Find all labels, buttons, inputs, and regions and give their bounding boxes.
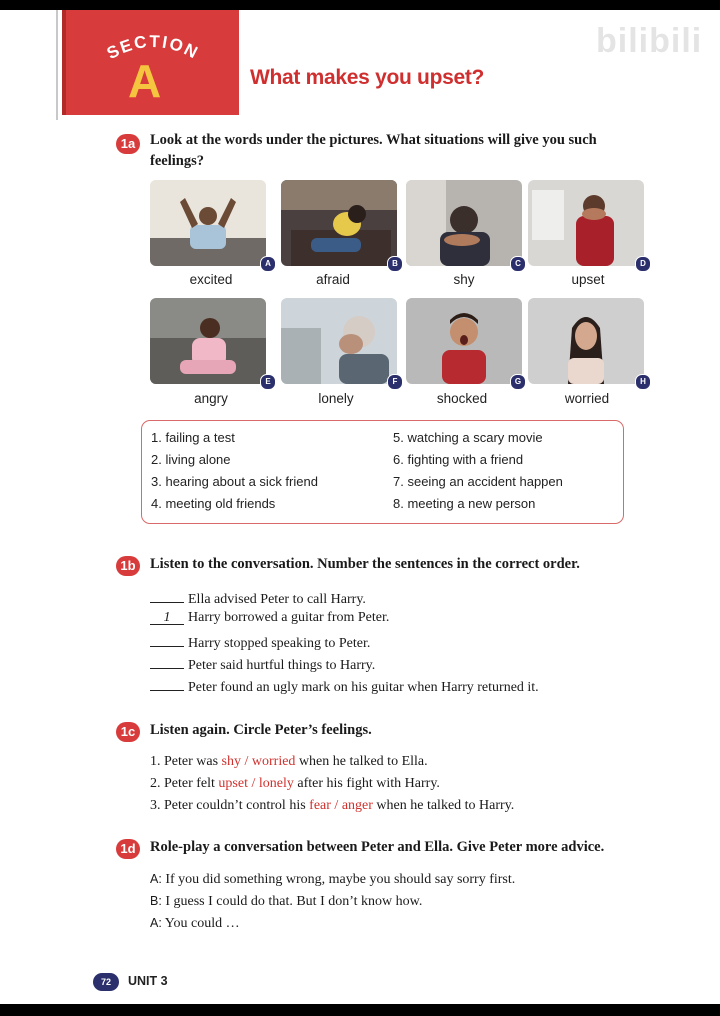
item-text: when he talked to Ella. [295,754,428,769]
textbook-page [0,10,720,1004]
unit-label: UNIT 3 [128,974,168,988]
photo-b [281,180,397,266]
feeling-choice[interactable]: shy / worried [221,754,296,769]
photo-letter-c: C [510,256,526,272]
situation-text: fighting with a friend [407,452,524,467]
caption-h: worried [564,391,610,406]
sentence-text: Ella advised Peter to call Harry. [188,592,366,607]
situation-num: 7. [393,474,404,489]
watermark-logo: bilibili [596,22,703,60]
photo-g [406,298,522,384]
speaker-label: B: [150,894,162,908]
afraid-woman-photo-icon [281,180,397,266]
situation-text: hearing about a sick friend [165,474,318,489]
page-number: 72 [93,973,119,991]
angry-girl-photo-icon [150,298,266,384]
exercise-badge-1a: 1a [116,134,140,154]
photo-letter-a: A [260,256,276,272]
instruction-1d: Role-play a conversation between Peter and Ella. Give Peter more advice. [150,839,605,855]
caption-c: shy [453,272,475,287]
situation-text: seeing an accident happen [407,474,563,489]
photo-letter-h: H [635,374,651,390]
answer-blank[interactable] [150,588,184,603]
situation-3 [151,474,318,489]
answer-blank[interactable] [150,654,184,669]
dialogue-text: I guess I could do that. But I don’t know how. [165,894,423,909]
caption-a: excited [189,272,233,287]
situation-text: meeting a new person [407,496,536,511]
situation-num: 2. [151,452,162,467]
situation-text: watching a scary movie [407,430,543,445]
sentence-text: Harry stopped speaking to Peter. [188,636,371,651]
caption-e: angry [194,391,228,406]
instruction-1a: Look at the words under the pictures. What situations will give you such feelings? [150,132,597,169]
answer-blank[interactable] [150,676,184,691]
margin-rule [56,10,58,120]
photo-f [281,298,397,384]
feeling-item-1 [150,754,428,770]
section-letter: A [128,55,162,107]
exercise-badge-1c: 1c [116,722,140,742]
answer-blank[interactable]: 1 [150,610,184,625]
speaker-label: A: [150,872,162,886]
photo-e [150,298,266,384]
dialogue-text: You could … [164,916,240,931]
situation-text: meeting old friends [165,496,276,511]
photo-letter-f: F [387,374,403,390]
order-sentence-2 [150,610,389,626]
order-sentence-3 [150,632,370,652]
feeling-item-3 [150,798,514,814]
situation-4 [151,496,275,511]
situation-7 [393,474,563,489]
caption-d: upset [571,272,605,287]
feeling-item-2 [150,776,440,792]
caption-f: lonely [318,391,354,406]
photo-a [150,180,266,266]
situation-num: 5. [393,430,404,445]
item-num: 2. [150,776,161,791]
photo-h [528,298,644,384]
item-num: 1. [150,754,161,769]
exercise-badge-1b: 1b [116,556,140,576]
situation-1 [151,430,235,445]
lonely-old-man-photo-icon [281,298,397,384]
exercise-badge-1d: 1d [116,839,140,859]
sentence-text: Harry borrowed a guitar from Peter. [188,610,390,625]
instruction-1b: Listen to the conversation. Number the sentences in the correct order. [150,556,580,572]
answer-blank[interactable] [150,632,184,647]
dialogue-text: If you did something wrong, maybe you should say sorry first. [165,872,516,887]
situation-num: 1. [151,430,162,445]
photo-letter-b: B [387,256,403,272]
section-word: SECTION [103,32,203,64]
item-text: when he talked to Harry. [372,798,515,813]
sentence-text: Peter found an ugly mark on his guitar when Harry returned it. [188,680,539,695]
dialogue-line-2 [150,894,422,910]
item-num: 3. [150,798,161,813]
situation-num: 4. [151,496,162,511]
instruction-1c: Listen again. Circle Peter’s feelings. [150,722,372,738]
item-text: Peter felt [164,776,219,791]
page-title: What makes you upset? [250,66,485,89]
speaker-label: A: [150,916,162,930]
situation-num: 6. [393,452,404,467]
upset-man-photo-icon [528,180,644,266]
photo-letter-d: D [635,256,651,272]
feeling-choice[interactable]: upset / lonely [218,776,294,791]
photo-letter-e: E [260,374,276,390]
photo-letter-g: G [510,374,526,390]
photo-d [528,180,644,266]
situation-8 [393,496,535,511]
feeling-choice[interactable]: fear / anger [309,798,373,813]
situation-text: failing a test [165,430,235,445]
caption-b: afraid [316,272,350,287]
shy-boy-photo-icon [406,180,522,266]
sentence-text: Peter said hurtful things to Harry. [188,658,376,673]
situation-6 [393,452,523,467]
item-text: Peter was [164,754,222,769]
item-text: Peter couldn’t control his [164,798,310,813]
order-sentence-1 [150,588,366,608]
caption-g: shocked [436,391,488,406]
situation-text: living alone [165,452,231,467]
worried-woman-photo-icon [528,298,644,384]
dialogue-line-3 [150,916,240,932]
shocked-man-photo-icon [406,298,522,384]
situation-num: 8. [393,496,404,511]
photo-c [406,180,522,266]
item-text: after his fight with Harry. [293,776,440,791]
order-sentence-4 [150,654,375,674]
situation-5 [393,430,543,445]
situation-num: 3. [151,474,162,489]
situation-2 [151,452,231,467]
dialogue-line-1 [150,872,515,888]
order-sentence-5 [150,676,539,696]
excited-man-photo-icon [150,180,266,266]
